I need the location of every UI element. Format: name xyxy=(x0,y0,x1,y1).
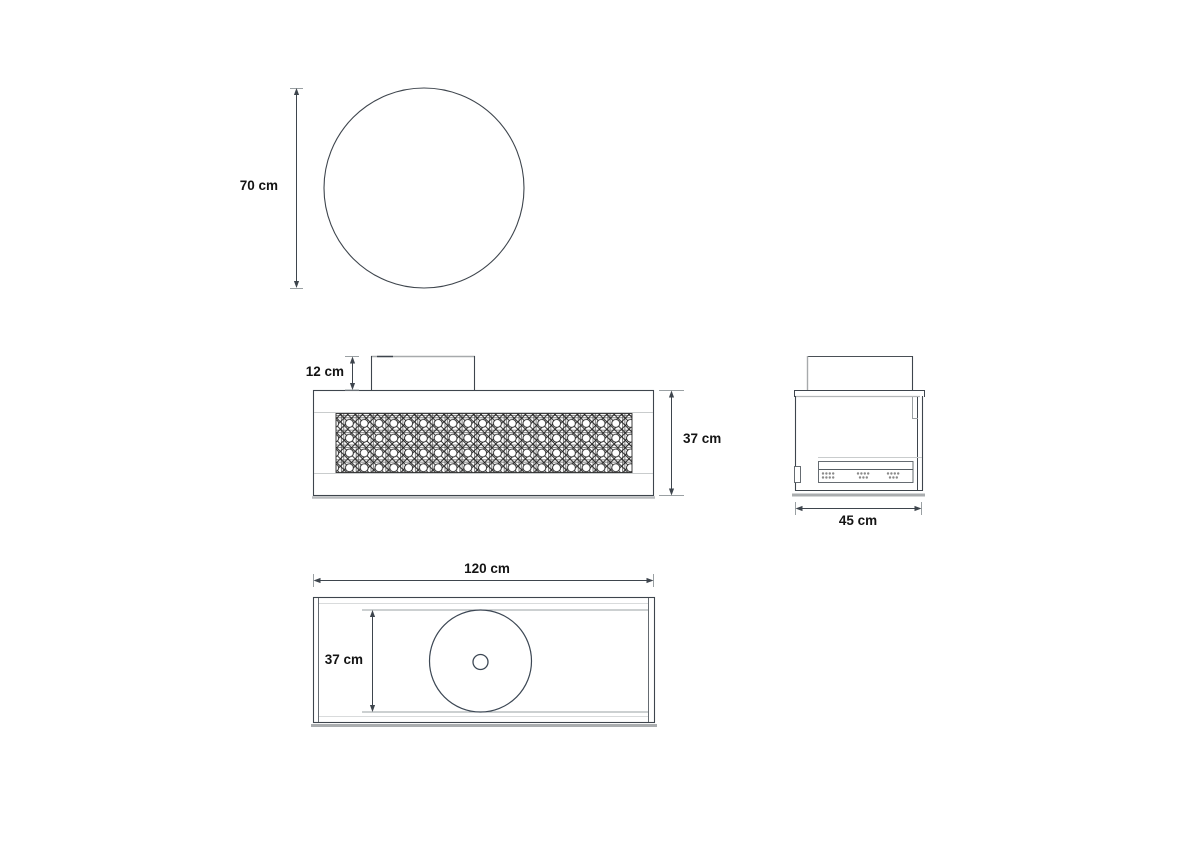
basin-front-outline xyxy=(371,356,475,391)
dimension-front-cabinet-height xyxy=(659,391,684,496)
dimension-mirror-height xyxy=(290,88,303,289)
dimension-label-top-width: 120 cm xyxy=(464,561,510,576)
mirror-front-view xyxy=(290,88,524,289)
basin-side-outline xyxy=(807,356,913,391)
vanity-top-view xyxy=(311,574,657,726)
side-top-panel xyxy=(794,390,925,397)
basin-drain xyxy=(473,655,488,670)
dimension-label-mirror-height: 70 cm xyxy=(239,178,278,193)
cane-webbing-panel xyxy=(336,414,632,473)
vanity-front-view xyxy=(312,356,684,498)
dimension-label-top-depth: 37 cm xyxy=(324,652,363,667)
vanity-side-view xyxy=(792,356,925,515)
dimension-label-front-cabinet-height: 37 cm xyxy=(683,431,722,446)
dimension-label-side-depth: 45 cm xyxy=(838,513,878,528)
dimension-basin-height xyxy=(345,357,359,391)
dimension-label-basin-height: 12 cm xyxy=(305,364,344,379)
mirror-outline xyxy=(324,88,524,288)
drawer-slide-rail xyxy=(818,458,922,483)
side-bottom-bracket xyxy=(795,467,801,483)
